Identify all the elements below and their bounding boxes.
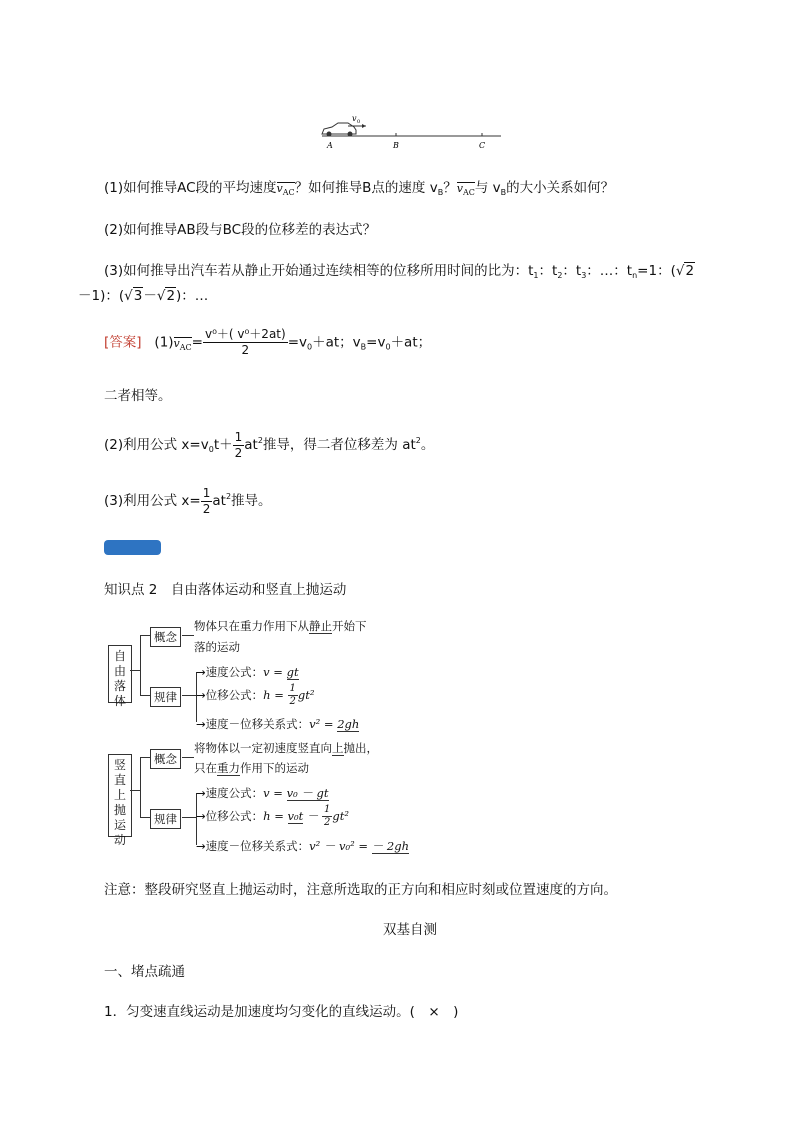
question-3: (3)如何推导出汽车若从静止开始通过连续相等的位移所用时间的比为：$t_1$：$t_2$：$t_3$：…：$t_n=1$：(√2: [104, 263, 695, 280]
throw-rule-3: →速度－位移关系式：v² － v₀² = － 2gh: [196, 839, 409, 853]
freefall-rule-3: →速度－位移关系式：v² = 2gh: [196, 717, 360, 731]
throw-concept-text-2: 只在重力作用下的运动: [194, 761, 309, 775]
freefall-label: 自由落体: [108, 645, 132, 703]
answer-1: [答案] $(1)v_{AC}=$ $\frac{\text{v⁰＋( v⁰＋2at)}}{2}$ $=v_0+at$；$v_B=v_0+at$；: [104, 327, 432, 357]
throw-rule-1: →速度公式：v = v₀ － gt: [196, 786, 329, 800]
subsection-title: 一、堵点疏通: [104, 964, 185, 980]
section-title: 双基自测: [383, 922, 437, 938]
point-a: A: [327, 141, 333, 150]
question-2: (2)如何推导AB段与BC段的位移差的表达式？: [104, 222, 377, 238]
knowledge-title: 知识点 2 自由落体运动和竖直上抛运动: [104, 582, 347, 598]
point-b: B: [393, 141, 399, 150]
section-marker: [104, 540, 161, 555]
answer-tag: [答案]: [104, 334, 142, 351]
answer-1-cont: 二者相等。: [104, 388, 172, 404]
answer-3: (3)利用公式 x= $\frac{1}{2}$ $at^2$推导。: [104, 485, 272, 516]
freefall-concept-label: 概念: [150, 627, 181, 647]
freefall-rule-label: 规律: [150, 687, 181, 707]
answer-2: (2)利用公式 $x=v_0t+$ $\frac{1}{2}$ $at^2$推导，得二者位移差为 $at^2$。: [104, 429, 435, 460]
question-3-cont: －1)：(√3－√2)：…: [78, 288, 209, 304]
car-motion-figure: [316, 110, 506, 152]
freefall-concept-text: 物体只在重力作用下从静止开始下: [194, 619, 367, 633]
car-icon: [322, 123, 356, 137]
point-c: C: [479, 141, 486, 150]
throw-concept-text: 将物体以一定初速度竖直向上抛出，: [194, 741, 378, 755]
question-1: (1)如何推导AC段的平均速度$v_{AC}$？如何推导B点的速度 $v_B$？$v_{AC}$与 $v_B$的大小关系如何？: [104, 180, 615, 197]
freefall-rule-2: →位移公式：h = $\frac{1}{2}$ gt²: [196, 683, 315, 707]
note: 注意：整段研究竖直上抛运动时，注意所选取的正方向和相应时刻或位置速度的方向。: [104, 882, 617, 898]
velocity-sub: 0: [357, 119, 361, 125]
freefall-concept-text-2: 落的运动: [194, 640, 240, 654]
throw-label: 竖直上抛运动: [108, 754, 132, 837]
item-1: 1．匀变速直线运动是加速度均匀变化的直线运动。( × ): [104, 1004, 459, 1020]
velocity-label: v: [352, 114, 357, 123]
throw-rule-label: 规律: [150, 809, 181, 829]
throw-rule-2: →位移公式：h = v₀t － $\frac{1}{2}$ gt²: [196, 804, 350, 828]
throw-concept-label: 概念: [150, 749, 181, 769]
freefall-rule-1: →速度公式：v = gt: [196, 665, 299, 679]
